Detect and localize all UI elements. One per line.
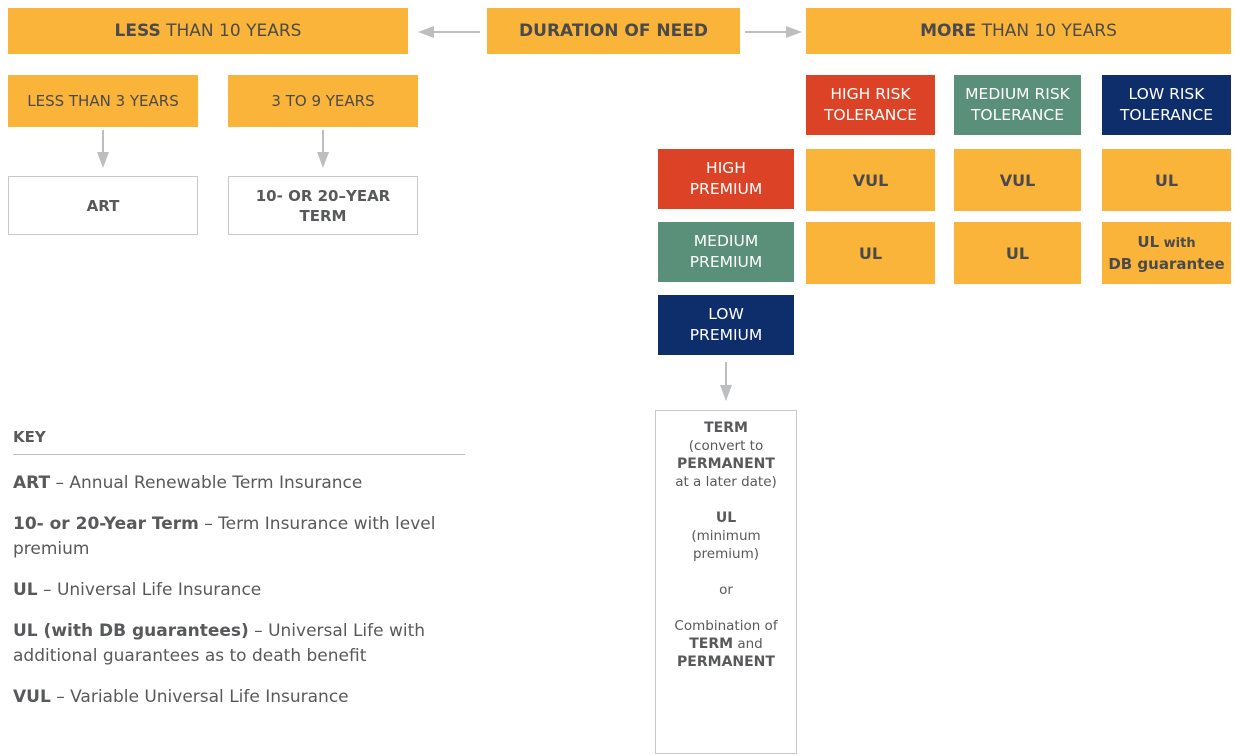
key-item: UL (with DB guarantees) – Universal Life with additional guarantees as to death benefit xyxy=(13,621,426,666)
low-risk-tolerance-box: LOW RISK TOLERANCE xyxy=(1102,75,1231,135)
medium-premium-high-risk-cell: UL xyxy=(806,222,935,284)
key-title: KEY xyxy=(13,428,465,455)
less-than-3-years-box: LESS THAN 3 YEARS xyxy=(8,75,198,127)
arrowhead-down-icon xyxy=(95,152,111,168)
medium-risk-tolerance-box: MEDIUM RISK TOLERANCE xyxy=(954,75,1081,135)
arrowhead-right-icon xyxy=(786,24,802,40)
key-item: ART – Annual Renewable Term Insurance xyxy=(13,473,363,493)
arrowhead-left-icon xyxy=(418,24,434,40)
key-item: VUL – Variable Universal Life Insurance xyxy=(13,687,349,707)
key-item: 10- or 20-Year Term – Term Insurance with level premium xyxy=(13,514,436,559)
3-to-9-years-box: 3 TO 9 YEARS xyxy=(228,75,418,127)
key-item: UL – Universal Life Insurance xyxy=(13,580,262,600)
high-premium-low-risk-cell: UL xyxy=(1102,149,1231,211)
high-premium-high-risk-cell: VUL xyxy=(806,149,935,211)
key-legend xyxy=(13,428,465,710)
term-result-box: 10- OR 20–YEAR TERM xyxy=(228,176,418,235)
art-result-box: ART xyxy=(8,176,198,235)
high-risk-tolerance-box: HIGH RISK TOLERANCE xyxy=(806,75,935,135)
high-premium-medium-risk-cell: VUL xyxy=(954,149,1081,211)
medium-premium-medium-risk-cell: UL xyxy=(954,222,1081,284)
high-premium-box: HIGH PREMIUM xyxy=(658,149,794,209)
less-than-10-years-header: LESS THAN 10 YEARS xyxy=(8,8,408,54)
more-than-10-years-header: MORE THAN 10 YEARS xyxy=(806,8,1231,54)
arrow-left-icon xyxy=(430,31,480,33)
medium-premium-low-risk-cell: UL with DB guarantee xyxy=(1102,222,1231,284)
arrowhead-down-icon xyxy=(718,385,734,401)
duration-of-need-header: DURATION OF NEED xyxy=(487,8,740,54)
medium-premium-box: MEDIUM PREMIUM xyxy=(658,222,794,282)
low-premium-box: LOW PREMIUM xyxy=(658,295,794,355)
low-premium-result-box: TERM (convert to PERMANENT at a later date) UL (minimum premium) or Combination of TERM and PERMANENT xyxy=(655,410,797,754)
arrow-right-icon xyxy=(745,31,790,33)
arrowhead-down-icon xyxy=(315,152,331,168)
